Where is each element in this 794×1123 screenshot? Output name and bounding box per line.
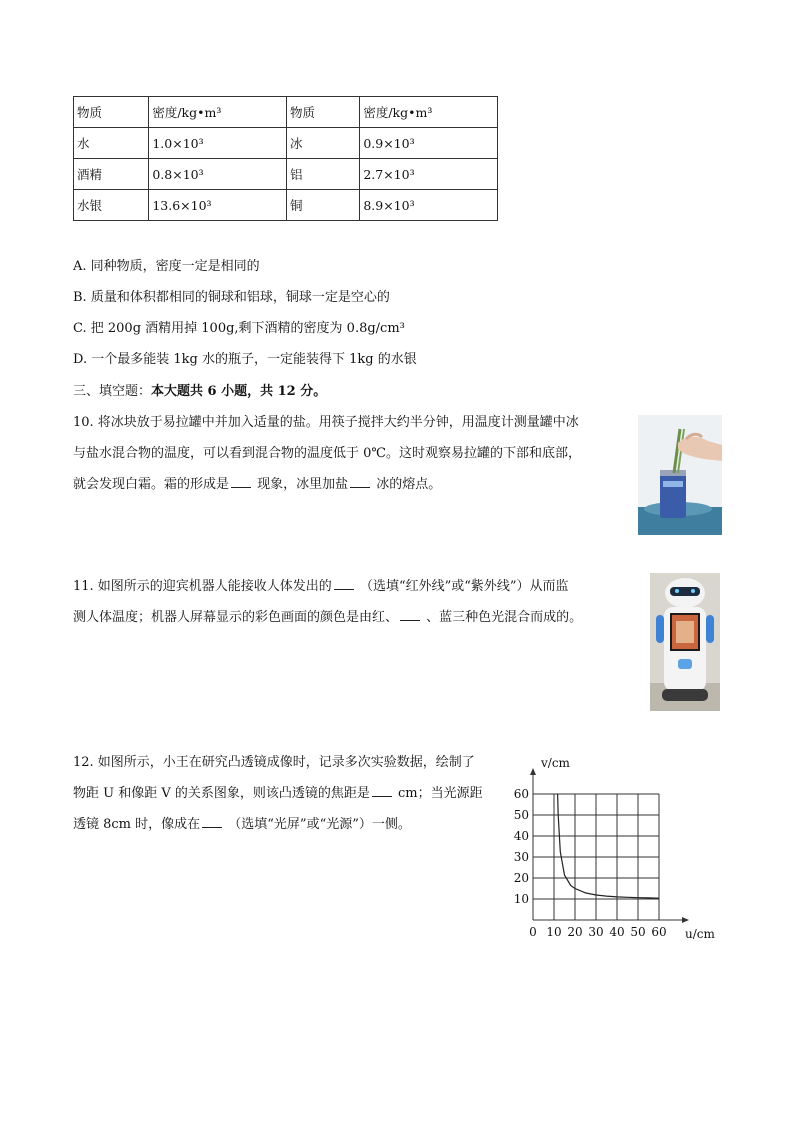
q11-text: 、蓝三种色光混合而成的。 [422,610,583,625]
y-tick-label: 30 [513,850,529,864]
option-c: C. 把 200g 酒精用掉 100g,剩下酒精的密度为 0.8g/cm³ [73,321,405,336]
can-photo-svg [638,415,722,535]
answer-blank[interactable] [372,785,392,797]
x-tick-label: 30 [588,925,604,939]
section-prefix: 三、填空题： [73,384,152,399]
table-cell: 密度/kg•m³ [360,97,498,128]
y-axis-label: v/cm [541,756,570,770]
option-a: A. 同种物质，密度一定是相同的 [73,259,260,274]
q12-line-1: 12. 如图所示，小王在研究凸透镜成像时，记录多次实验数据，绘制了 [73,755,475,770]
table-row [74,128,498,159]
q11-line-1 [73,571,613,602]
table-cell: 8.9×10³ [360,190,498,221]
x-tick-label: 10 [546,925,562,939]
x-tick-label: 40 [609,925,625,939]
q10-text: 现象，冰里加盐 [253,477,349,492]
x-tick-label: 60 [651,925,667,939]
question-10 [73,407,613,500]
q10-text: 就会发现白霜。霜的形成是 [73,477,230,492]
q10-line-2: 与盐水混合物的温度，可以看到混合物的温度低于 0℃。这时观察易拉罐的下部和底部， [73,446,581,461]
table-cell: 0.8×10³ [149,159,287,190]
q11-text: 11. 如图所示的迎宾机器人能接收人体发出的 [73,579,332,594]
option-b: B. 质量和体积都相同的铜球和铝球，铜球一定是空心的 [73,290,390,305]
table-cell: 铜 [286,190,359,221]
table-cell: 水银 [74,190,149,221]
table-cell: 冰 [286,128,359,159]
answer-blank[interactable] [231,476,251,488]
table-row [74,190,498,221]
y-tick-label: 40 [513,829,529,843]
table-cell: 2.7×10³ [360,159,498,190]
table-cell: 物质 [74,97,149,128]
robot-photo-svg [650,573,720,711]
chart-grid [533,794,659,920]
question-12 [73,747,503,840]
lens-uv-chart [505,745,730,945]
table-cell: 13.6×10³ [149,190,287,221]
q11-text: 测人体温度；机器人屏幕显示的彩色画面的颜色是由红、 [73,610,399,625]
answer-blank[interactable] [334,578,354,590]
table-header-row [74,97,498,128]
table-cell: 物质 [286,97,359,128]
series-line [558,794,659,898]
section-bold: 本大题共 6 小题，共 12 分。 [151,384,327,399]
y-tick-label: 10 [513,892,529,906]
table-cell: 1.0×10³ [149,128,287,159]
q12-line-3 [73,809,503,840]
table-cell: 酒精 [74,159,149,190]
question-11 [73,571,613,633]
table-cell: 0.9×10³ [360,128,498,159]
x-tick-label: 20 [567,925,583,939]
q11-text: （选填“红外线”或“紫外线”）从而监 [355,579,569,594]
q10-line-1: 10. 将冰块放于易拉罐中并加入适量的盐。用筷子搅拌大约半分钟，用温度计测量罐中冰 [73,415,579,430]
x-axis-arrow [682,917,689,923]
q12-line-2 [73,778,503,809]
answer-blank[interactable] [202,816,222,828]
chart-series [558,794,659,898]
table-cell: 铝 [286,159,359,190]
q12-text: 物距 U 和像距 V 的关系图象，则该凸透镜的焦距是 [73,786,370,801]
y-axis-arrow [530,768,536,775]
q10-text: 冰的熔点。 [372,477,442,492]
q12-text: （选填“光屏”或“光源”）一侧。 [224,817,411,832]
can-experiment-photo [638,415,722,535]
table-cell: 密度/kg•m³ [149,97,287,128]
x-tick-label: 50 [630,925,646,939]
y-tick-label: 50 [513,808,529,822]
section-heading [73,383,326,401]
chart-ticks [514,787,667,939]
robot-photo [650,573,720,711]
density-table [73,96,498,221]
q11-line-2 [73,602,613,633]
table-cell: 水 [74,128,149,159]
y-tick-label: 60 [513,787,529,801]
q10-line-3 [73,469,613,500]
option-d: D. 一个最多能装 1kg 水的瓶子，一定能装得下 1kg 的水银 [73,352,417,367]
answer-blank[interactable] [400,609,420,621]
q12-text: 透镜 8cm 时，像成在 [73,817,201,832]
y-tick-label: 20 [513,871,529,885]
table-row [74,159,498,190]
answer-blank[interactable] [350,476,370,488]
q12-text: cm；当光源距 [393,786,483,801]
x-tick-label: 0 [529,925,537,939]
x-axis-label: u/cm [685,927,715,941]
